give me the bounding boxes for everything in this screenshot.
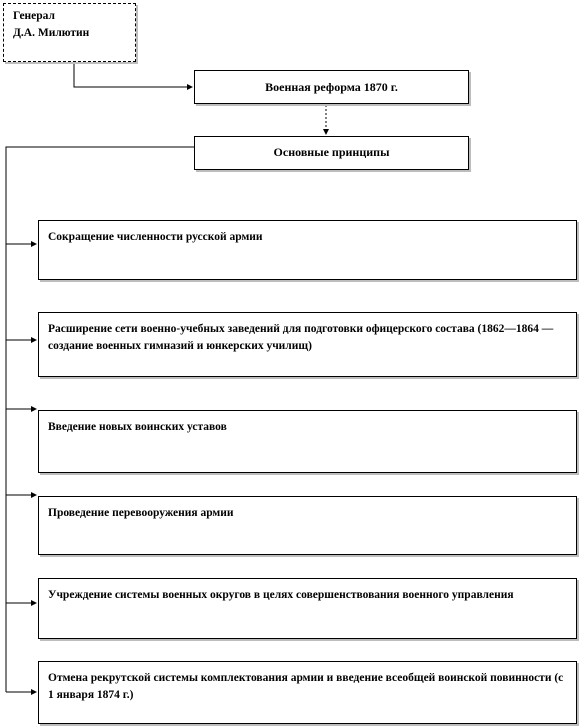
general-box xyxy=(3,3,136,62)
reform-box xyxy=(194,70,469,104)
principle-box-5 xyxy=(38,578,577,639)
principle-text: Отмена рекрутской системы комплектования армии и введение всеобщей воинской повинности (с 1 января 1874 г.) xyxy=(48,672,564,701)
principle-text: Введение новых воинских уставов xyxy=(48,421,227,433)
principle-text: Сокращение численности русской армии xyxy=(48,231,263,243)
general-title: Генерал xyxy=(13,10,55,22)
principle-text: Учреждение системы военных округов в целях совершенствования военного управления xyxy=(48,589,514,601)
connector-general-to-reform xyxy=(74,63,192,87)
principles-title: Основные принципы xyxy=(273,145,390,159)
general-name: Д.А. Милютин xyxy=(13,27,90,39)
principles-box xyxy=(194,136,469,170)
principle-box-1 xyxy=(38,220,577,280)
principle-box-6 xyxy=(38,661,577,724)
principle-text: Проведение перевооружения армии xyxy=(48,507,234,519)
principle-text: Расширение сети военно-учебных заведений для подготовки офицерского состава (1862—1864 — создание военных гимназий и юнкерских училищ) xyxy=(48,323,554,352)
principle-box-3 xyxy=(38,410,577,473)
principle-box-2 xyxy=(38,312,577,377)
principle-box-4 xyxy=(38,496,577,555)
reform-title: Военная реформа 1870 г. xyxy=(265,80,398,94)
